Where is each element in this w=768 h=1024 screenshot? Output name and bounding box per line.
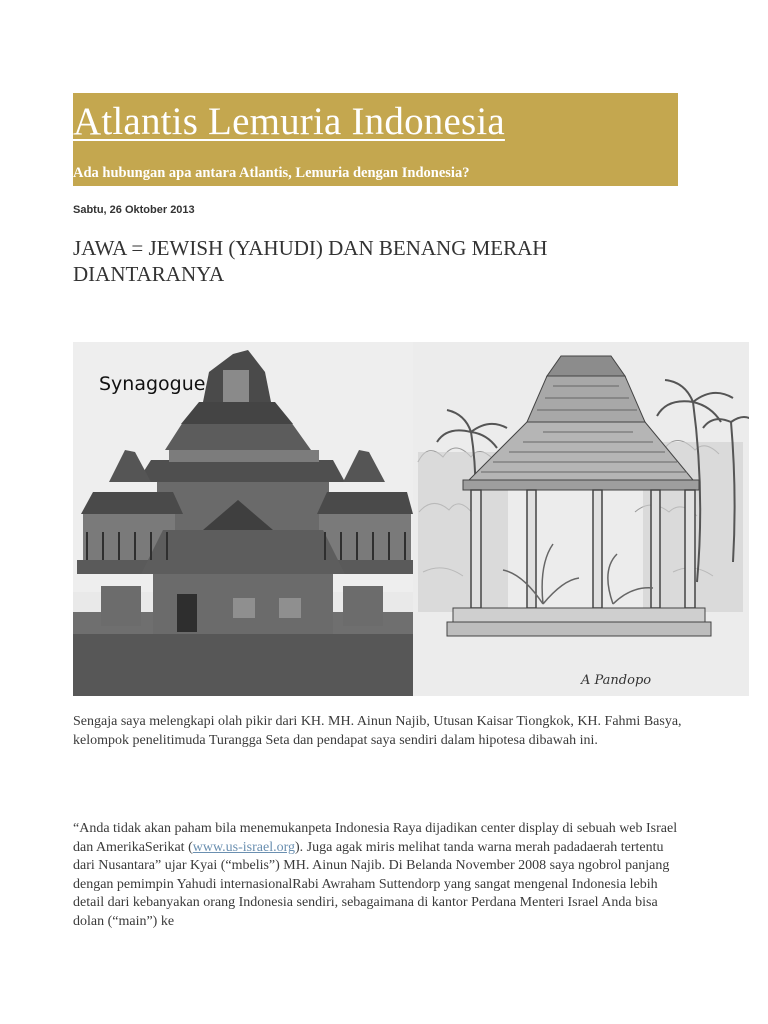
- paragraph-2-text-before: “Anda tidak akan paham bila menemukanpeta Indonesia Raya dijadikan center display di sebuah web Israel dan AmerikaSerikat (: [73, 821, 678, 855]
- paragraph-2-text-after: ). Juga agak miris melihat tanda warna merah padadaerah tertentu dari Nusantara” ujar Kyai (“mbelis”) MH. Ainun Najib. Di Belanda November 2008 saya ngobrol panjang dengan pemimpin Yahudi internasionalRabi Awraham Suttendorp yang sangat mengenal Indonesia lebih detail dari kebanyakan orang Indonesia sendiri, sebagaimana di kantor Perdana Menteri Israel Anda bisa dolan (“main”) ke: [73, 839, 670, 929]
- synagogue-photo: [73, 342, 413, 696]
- post-date: Sabtu, 26 Oktober 2013: [73, 204, 195, 216]
- blog-header: [73, 93, 678, 186]
- post-figure: [73, 342, 749, 696]
- post-title: JAWA = JEWISH (YAHUDI) DAN BENANG MERAH DIANTARANYA: [73, 236, 548, 286]
- figure-illustration: [73, 342, 749, 696]
- post-paragraph-2: [73, 820, 683, 931]
- post-paragraph-1: Sengaja saya melengkapi olah pikir dari KH. MH. Ainun Najib, Utusan Kaisar Tiongkok, KH. Fahmi Basya, kelompok penelitimuda Turangga Seta dan pendapat saya sendiri dalam hipotesa dibawah ini.: [73, 714, 682, 748]
- pandopo-caption: A Pandopo: [581, 673, 652, 688]
- blog-description: Ada hubungan apa antara Atlantis, Lemuria dengan Indonesia?: [73, 165, 470, 181]
- us-israel-link[interactable]: www.us-israel.org: [192, 839, 296, 855]
- blog-title-link[interactable]: Atlantis Lemuria Indonesia: [73, 100, 505, 143]
- pandopo-sketch: [413, 342, 749, 696]
- synagogue-label: Synagogue: [99, 373, 206, 395]
